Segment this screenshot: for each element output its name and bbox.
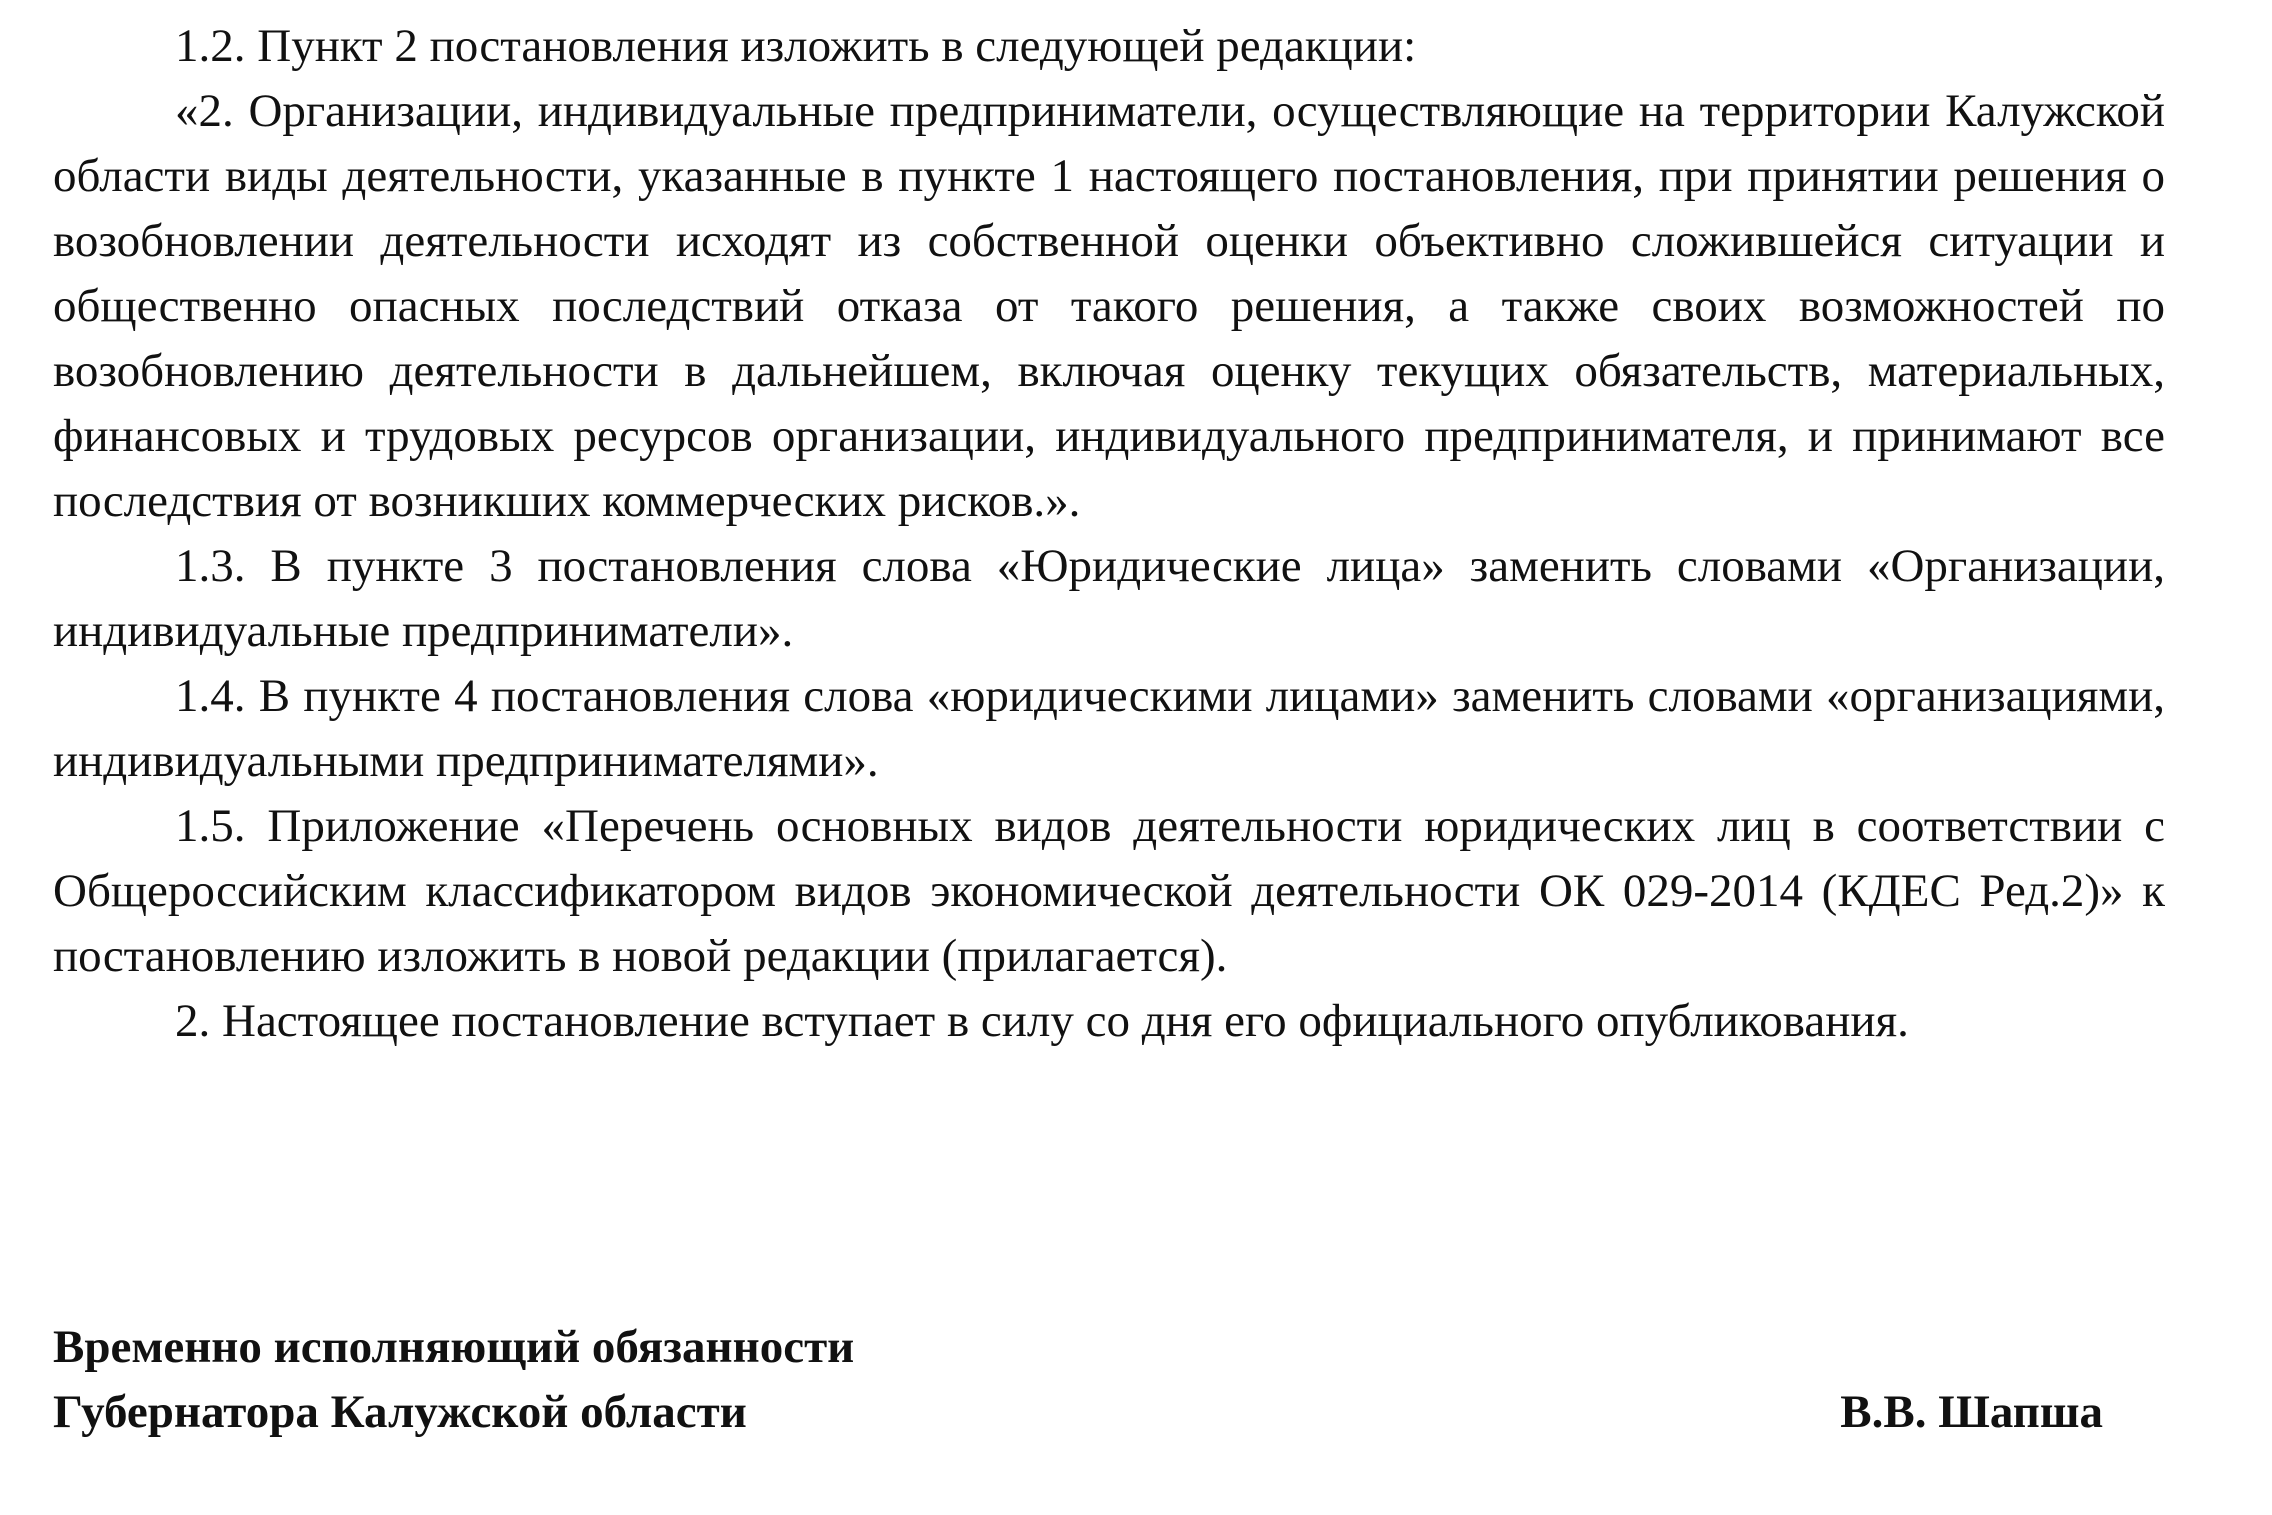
signature-position-line-2: Губернатора Калужской области	[53, 1386, 747, 1438]
signature-block	[53, 1315, 2103, 1445]
paragraph-2: 2. Настоящее постановление вступает в силу со дня его официального опубликования.	[175, 995, 1909, 1047]
paragraph-1-2: 1.2. Пункт 2 постановления изложить в следующей редакции:	[175, 20, 1417, 72]
signature-title-line-1	[53, 1315, 2103, 1380]
paragraph-1-5: 1.5. Приложение «Перечень основных видов деятельности юридических лиц в соответствии с Общероссийским классификатором видов экономической деятельности ОК 029-2014 (КДЕС Ред.2)» к постановлению изложить в новой редакции (прилагается).	[53, 800, 2165, 982]
document-body	[53, 14, 2165, 1054]
signature-title-line-2	[53, 1380, 2103, 1445]
paragraph-1-4: 1.4. В пункте 4 постановления слова «юридическими лицами» заменить словами «организациями, индивидуальными предпринимателями».	[53, 670, 2165, 787]
paragraph-quoted-item-2: «2. Организации, индивидуальные предприниматели, осуществляющие на территории Калужской области виды деятельности, указанные в пункте 1 настоящего постановления, при принятии решения о возобновлении деятельности исходят из собственной оценки объективно сложившейся ситуации и общественно опасных последствий отказа от такого решения, а также своих возможностей по возобновлению деятельности в дальнейшем, включая оценку текущих обязательств, материальных, финансовых и трудовых ресурсов организации, индивидуального предпринимателя, и принимают все последствия от возникших коммерческих рисков.».	[53, 85, 2165, 527]
paragraph-1-3: 1.3. В пункте 3 постановления слова «Юридические лица» заменить словами «Организации, индивидуальные предприниматели».	[53, 540, 2165, 657]
signatory-name: В.В. Шапша	[1840, 1386, 2103, 1438]
signature-position-line-1: Временно исполняющий обязанности	[53, 1321, 855, 1373]
